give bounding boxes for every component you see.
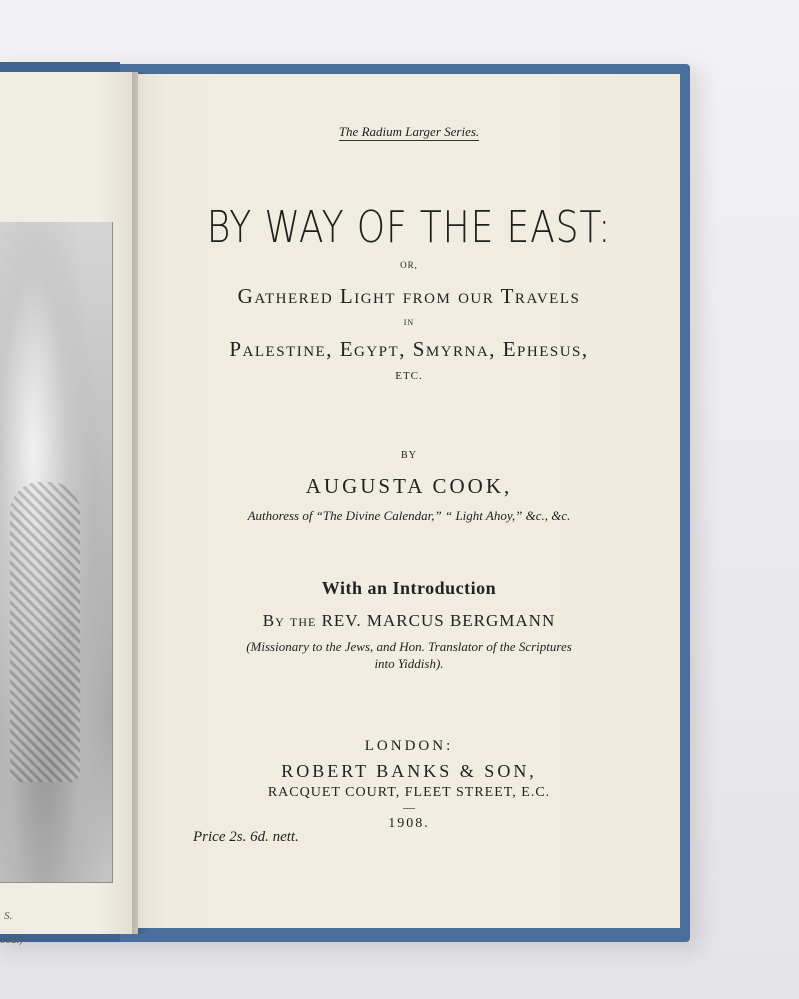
author-name: AUGUSTA COOK, xyxy=(305,474,513,498)
left-caption-line1: S. xyxy=(4,910,13,922)
series-label xyxy=(138,124,680,140)
in-text: IN xyxy=(403,318,415,327)
or-text: OR, xyxy=(400,260,418,270)
author-credits: Authoress of “The Divine Calendar,” “ Light Ahoy,” &c., &c. xyxy=(247,508,571,523)
divider-dash: — xyxy=(403,800,415,814)
series-text: The Radium Larger Series. xyxy=(338,124,480,139)
left-page xyxy=(0,72,138,946)
etc-text: ETC. xyxy=(395,370,423,382)
by-text: BY xyxy=(401,450,417,461)
publisher-city: LONDON: xyxy=(364,738,454,754)
introduction-heading: With an Introduction xyxy=(321,578,497,598)
places: Palestine, Egypt, Smyrna, Ephesus, xyxy=(229,337,589,361)
publisher-address: RACQUET COURT, FLEET STREET, E.C. xyxy=(267,785,551,800)
subtitle: Gathered Light from our Travels xyxy=(237,284,581,308)
frontispiece-photo xyxy=(0,222,113,883)
publication-year: 1908. xyxy=(388,816,430,831)
book-title: BY WAY OF THE EAST: xyxy=(206,202,612,253)
publisher-name: ROBERT BANKS & SON, xyxy=(281,761,537,781)
introduction-note-line2: into Yiddish). xyxy=(374,656,444,671)
introduction-author: By the REV. MARCUS BERGMANN xyxy=(262,611,556,630)
left-caption-line2: ood.) xyxy=(0,934,23,946)
title-page xyxy=(138,74,680,928)
introduction-note-line1: (Missionary to the Jews, and Hon. Translator of the Scriptures xyxy=(246,639,572,654)
price: Price 2s. 6d. nett. xyxy=(193,829,299,845)
